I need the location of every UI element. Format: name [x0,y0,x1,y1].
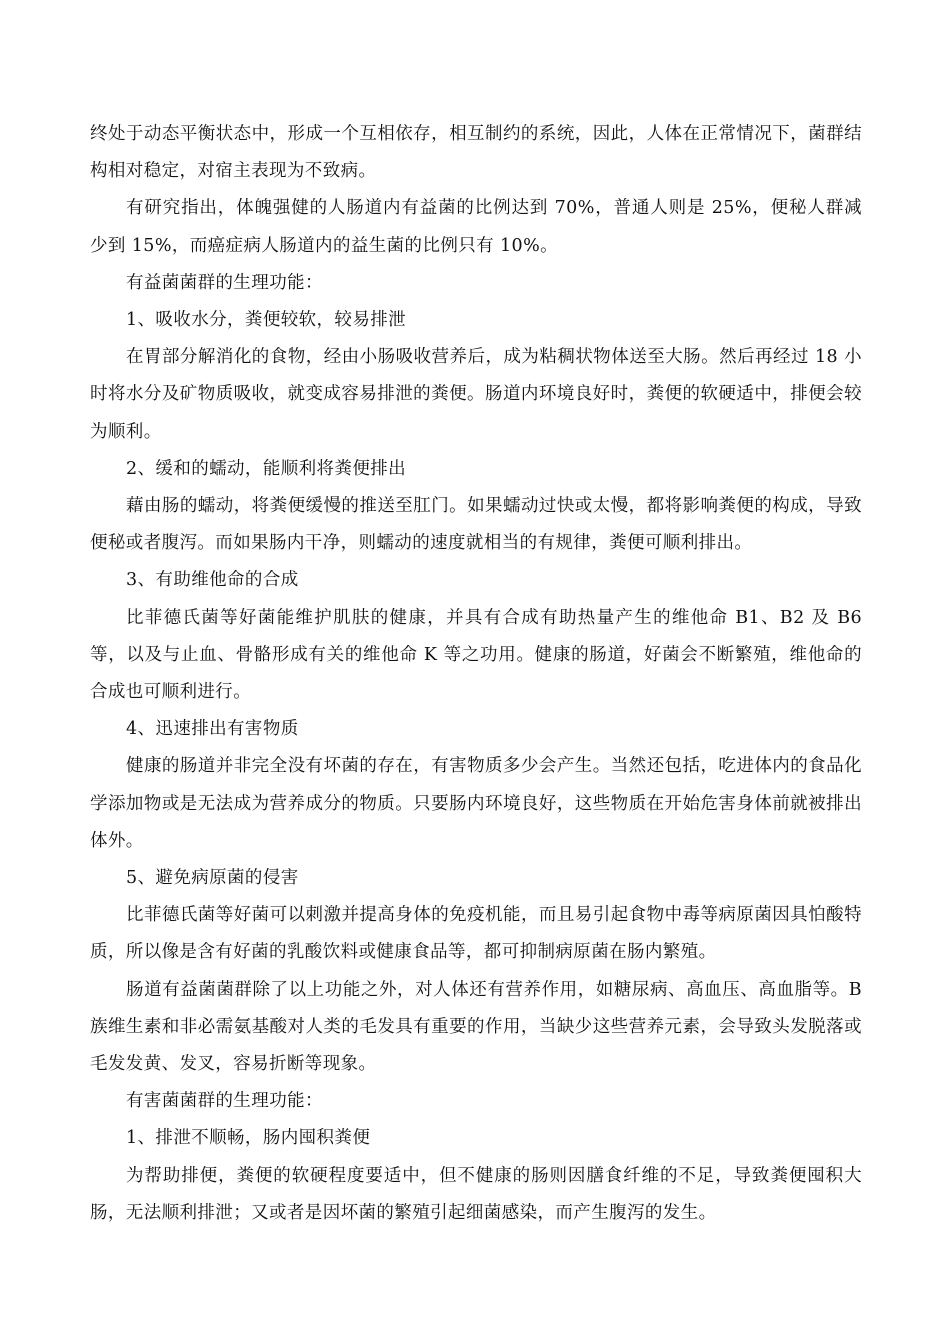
item-heading-4: 4、迅速排出有害物质 [126,719,299,740]
item-heading-3: 3、有助维他命的合成 [126,570,299,591]
item-body-4: 健康的肠道并非完全没有坏菌的存在，有害物质多少会产生。当然还包括，吃进体内的食品化学添加物或是无法成为营养成分的物质。只要肠内环境良好，这些物质在开始危害身体前就被排出体外。 [90,756,862,851]
item-heading-2: 2、缓和的蠕动，能顺利将粪便排出 [126,458,407,479]
heading-harmful-functions: 有害菌菌群的生理功能： [126,1091,323,1112]
harmful-item-heading-1: 1、排泄不顺畅，肠内囤积粪便 [126,1128,371,1149]
item-heading-1: 1、吸收水分，粪便较软，较易排泄 [126,310,407,331]
heading-beneficial-functions: 有益菌菌群的生理功能： [126,272,323,293]
item-body-3: 比菲德氏菌等好菌能维护肌肤的健康，并具有合成有助热量产生的维他命 B1、B2 及 B6 等，以及与止血、骨骼形成有关的维他命 K 等之功用。健康的肠道，好菌会不断繁殖，维他命的合成也可顺利进行。 [90,607,862,703]
harmful-item-body-1: 为帮助排便，粪便的软硬程度要适中，但不健康的肠则因膳食纤维的不足，导致粪便囤积大肠，无法顺利排泄；又或者是因坏菌的繁殖引起细菌感染，而产生腹泻的发生。 [90,1165,862,1223]
item-body-5: 比菲德氏菌等好菌可以刺激并提高身体的免疫机能，而且易引起食物中毒等病原菌因具怕酸特质，所以像是含有好菌的乳酸饮料或健康食品等，都可抑制病原菌在肠内繁殖。 [90,905,862,963]
paragraph-research-ratio: 有研究指出，体魄强健的人肠道内有益菌的比例达到 70%，普通人则是 25%，便秘人群减少到 15%，而癌症病人肠道内的益生菌的比例只有 10%。 [90,198,862,256]
document-page [90,116,862,1232]
paragraph-continuation: 终处于动态平衡状态中，形成一个互相依存，相互制约的系统，因此，人体在正常情况下，菌群结构相对稳定，对宿主表现为不致病。 [90,124,862,182]
item-body-1: 在胃部分解消化的食物，经由小肠吸收营养后，成为粘稠状物体送至大肠。然后再经过 18 小时将水分及矿物质吸收，就变成容易排泄的粪便。肠道内环境良好时，粪便的软硬适中，排便会较为顺利。 [90,347,862,442]
item-heading-5: 5、避免病原菌的侵害 [126,868,299,889]
paragraph-nutrition: 肠道有益菌菌群除了以上功能之外，对人体还有营养作用，如糖尿病、高血压、高血脂等。B 族维生素和非必需氨基酸对人类的毛发具有重要的作用，当缺少这些营养元素，会导致头发脱落或毛发发黄、发叉，容易折断等现象。 [90,979,862,1075]
item-body-2: 藉由肠的蠕动，将粪便缓慢的推送至肛门。如果蠕动过快或太慢，都将影响粪便的构成，导致便秘或者腹泻。而如果肠内干净，则蠕动的速度就相当的有规律，粪便可顺利排出。 [90,496,862,554]
